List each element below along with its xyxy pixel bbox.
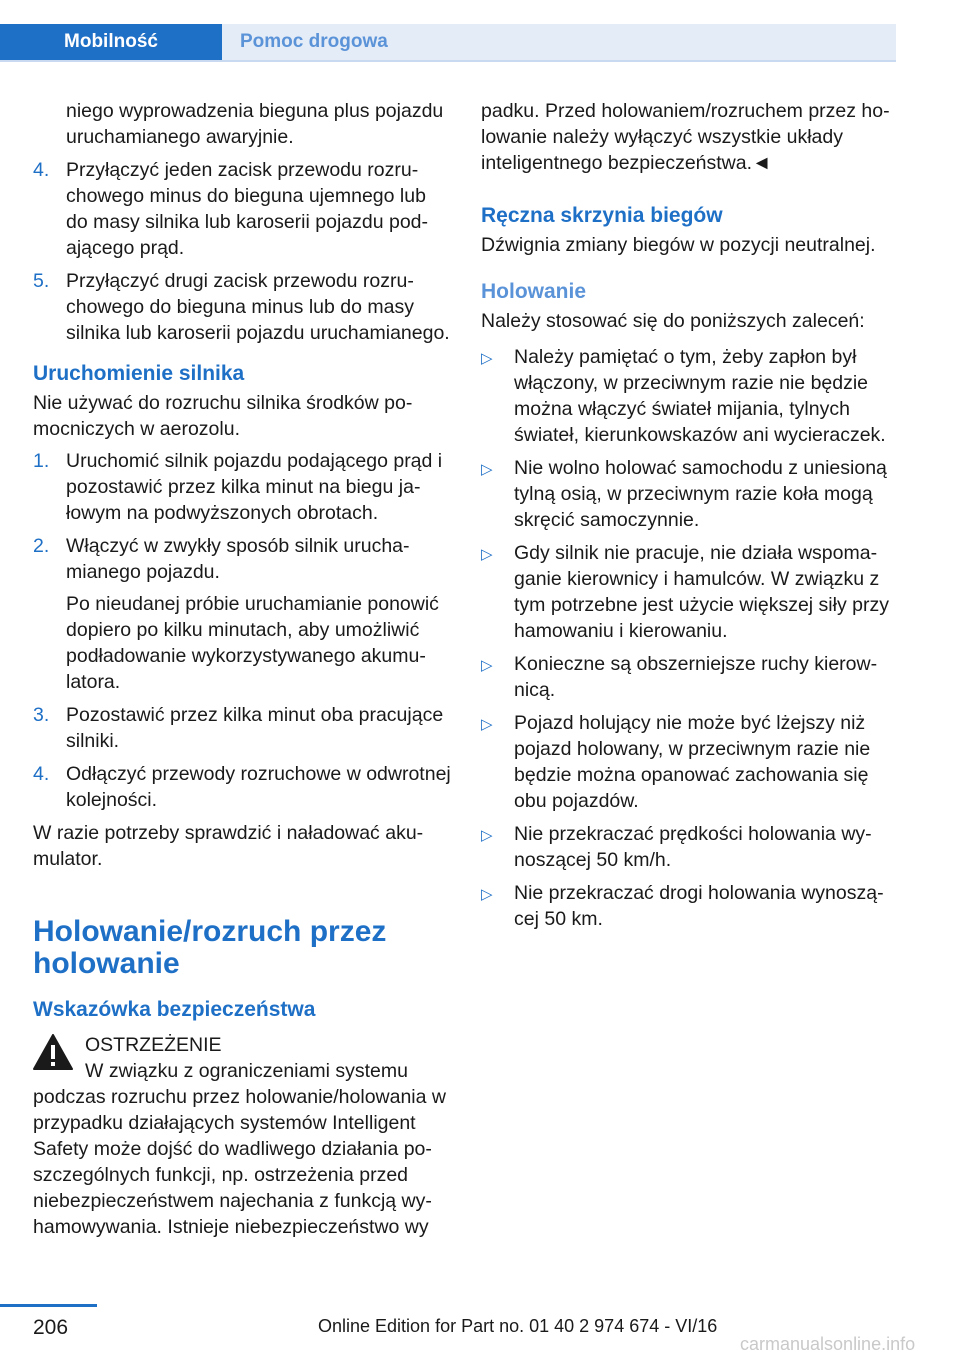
list-item bbox=[33, 533, 451, 695]
heading-safety-note: Wskazówka bezpieczeństwa bbox=[33, 998, 316, 1021]
battery-check-text: W razie potrzeby sprawdzić i naładować akumulator. bbox=[33, 822, 424, 870]
list-item bbox=[481, 710, 901, 814]
step-text: Pozostawić przez kilka minut oba pracujące silniki. bbox=[66, 704, 444, 752]
bullet-triangle-icon: ▷ bbox=[481, 827, 493, 844]
list-item bbox=[481, 540, 901, 644]
heading-towing: Holowanie bbox=[481, 280, 587, 303]
warning-title: OSTRZEŻENIE bbox=[85, 1034, 222, 1056]
watermark: carmanualsonline.info bbox=[740, 1334, 916, 1354]
warning-continuation: padku. Przed holowaniem/rozruchem przez holowanie należy wyłączyć wszystkie układy inteligentnego bezpieczeństwa.◄ bbox=[481, 100, 890, 174]
heading-engine-start: Uruchomienie silnika bbox=[33, 362, 245, 385]
bullet-triangle-icon: ▷ bbox=[481, 461, 493, 478]
step-note: Po nieudanej próbie uruchamianie ponowić dopiero po kilku minutach, aby umożliwić podładowanie wykorzystywanego akumulatora. bbox=[66, 593, 439, 693]
step-number: 2. bbox=[33, 535, 50, 557]
bullet-triangle-icon: ▷ bbox=[481, 886, 493, 903]
step-text: Przyłączyć drugi zacisk przewodu rozruchowego do bieguna minus lub do masy silnika lub karoserii pojazdu uruchamianego. bbox=[66, 270, 450, 344]
edition-text: Online Edition for Part no. 01 40 2 974 674 - VI/16 bbox=[318, 1316, 718, 1336]
step-text: Uruchomić silnik pojazdu podającego prąd i pozostawić przez kilka minut na biegu jałowym na podwyższonych obrotach. bbox=[66, 450, 443, 524]
towing-bullet-list bbox=[481, 344, 901, 932]
step-number: 1. bbox=[33, 450, 50, 472]
footer-accent-rule bbox=[0, 1304, 97, 1307]
warning-triangle-icon bbox=[33, 1034, 73, 1070]
bullet-text: Nie przekraczać drogi holowania wynoszącej 50 km. bbox=[514, 882, 884, 930]
list-item bbox=[481, 344, 901, 448]
bullet-text: Należy pamiętać o tym, żeby zapłon był włączony, w przeciwnym razie nie będzie można włączyć świateł mijania, tylnych świateł, kierunkowskazów ani wycieraczek. bbox=[514, 346, 886, 446]
engine-start-intro: Nie używać do rozruchu silnika środków pomocniczych w aerozolu. bbox=[33, 392, 413, 440]
header-tabs bbox=[0, 24, 896, 61]
step-number: 3. bbox=[33, 704, 50, 726]
bullet-triangle-icon: ▷ bbox=[481, 350, 493, 367]
bullet-triangle-icon: ▷ bbox=[481, 657, 493, 674]
heading-manual-gearbox: Ręczna skrzynia biegów bbox=[481, 204, 723, 227]
step-text: Przyłączyć jeden zacisk przewodu rozruchowego minus do bieguna ujemnego lub do masy silnika lub karoserii pojazdu podającego prąd. bbox=[66, 159, 429, 259]
list-item bbox=[481, 651, 901, 703]
header-divider bbox=[0, 60, 896, 62]
left-column bbox=[33, 98, 451, 1240]
warning-text-first-line: W związku z ograniczeniami systemu bbox=[85, 1060, 408, 1082]
list-item bbox=[33, 702, 451, 754]
list-item bbox=[33, 448, 451, 526]
warning-block bbox=[33, 1032, 451, 1240]
bullet-triangle-icon: ▷ bbox=[481, 546, 493, 563]
bullet-text: Nie przekraczać prędkości holowania wynoszącej 50 km/h. bbox=[514, 823, 872, 871]
warning-text: podczas rozruchu przez holowanie/holowania w przypadku działających systemów Intelligent Safety może dojść do wadliwego działania poszczególnych funkcji, np. ostrzeżenia przed niebezpieczeństwem najechania z funkcją wyhamowywania. Istnieje niebezpieczeństwo wy bbox=[33, 1086, 446, 1238]
manual-gearbox-text: Dźwignia zmiany biegów w pozycji neutralnej. bbox=[481, 234, 876, 256]
bullet-triangle-icon: ▷ bbox=[481, 716, 493, 733]
list-item bbox=[33, 761, 451, 813]
list-item bbox=[481, 821, 901, 873]
step-text: Włączyć w zwykły sposób silnik uruchamianego pojazdu. bbox=[66, 535, 410, 583]
step-text: Odłączyć przewody rozruchowe w odwrotnej kolejności. bbox=[66, 763, 451, 811]
towing-intro: Należy stosować się do poniższych zaleceń: bbox=[481, 310, 865, 332]
bullet-text: Gdy silnik nie pracuje, nie działa wspomaganie kierownicy i hamulców. W związku z tym potrzebne jest użycie większej siły przy hamowaniu i kierowaniu. bbox=[514, 542, 889, 642]
intro-continuation: niego wyprowadzenia bieguna plus pojazdu uruchamianego awaryjnie. bbox=[66, 100, 444, 148]
steps-list-b bbox=[33, 448, 451, 813]
heading-towing-tow-start: Holowanie/rozruch przez holowanie bbox=[33, 915, 387, 980]
step-number: 5. bbox=[33, 270, 50, 292]
tab-mobility[interactable]: Mobilność bbox=[0, 24, 222, 60]
list-item bbox=[33, 157, 451, 261]
list-item bbox=[33, 268, 451, 346]
tab-roadside-assistance[interactable]: Pomoc drogowa bbox=[222, 24, 896, 60]
step-number: 4. bbox=[33, 763, 50, 785]
step-number: 4. bbox=[33, 159, 50, 181]
step-body bbox=[66, 533, 451, 695]
bullet-text: Konieczne są obszerniejsze ruchy kierownicą. bbox=[514, 653, 878, 701]
steps-list-a bbox=[33, 157, 451, 346]
page-number: 206 bbox=[33, 1316, 69, 1339]
bullet-text: Pojazd holujący nie może być lżejszy niż pojazd holowany, w przeciwnym razie nie będzie można opanować zachowania się obu pojazdów. bbox=[514, 712, 871, 812]
bullet-text: Nie wolno holować samochodu z uniesioną tylną osią, w przeciwnym razie koła mogą skręcić samoczynnie. bbox=[514, 457, 887, 531]
right-column bbox=[481, 98, 901, 939]
list-item bbox=[481, 880, 901, 932]
list-item bbox=[481, 455, 901, 533]
